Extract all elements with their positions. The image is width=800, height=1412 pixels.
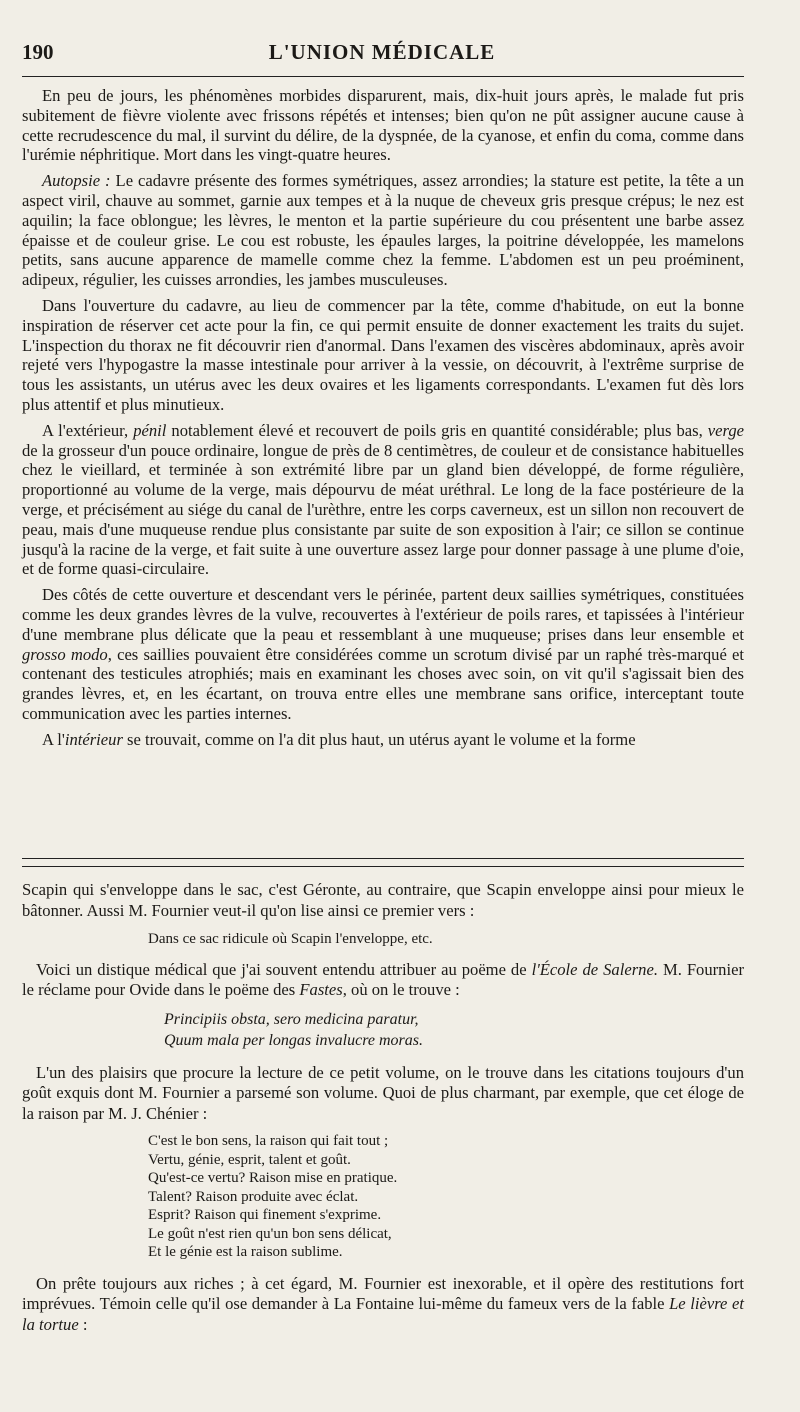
journal-page bbox=[18, 0, 788, 1412]
poem-line: Le goût n'est rien qu'un bon sens délicat, bbox=[148, 1225, 392, 1242]
italic-term: verge bbox=[707, 420, 744, 440]
verse-line: Principiis obsta, sero medicina paratur, bbox=[164, 1010, 419, 1028]
feuilleton-rule-top bbox=[22, 858, 744, 859]
page-header bbox=[22, 40, 742, 74]
quoted-verse: Dans ce sac ridicule où Scapin l'enveloppe, etc. bbox=[148, 931, 433, 947]
paragraph: Scapin qui s'enveloppe dans le sac, c'est Géronte, au contraire, que Scapin enveloppe ainsi pour mieux le bâtonner. Aussi M. Fournier veut-il qu'on lise ainsi ce premier vers : bbox=[22, 880, 744, 920]
text-run: M. Fournier le réclame pour Ovide dans le poëme des bbox=[22, 959, 744, 999]
poem-line: Qu'est-ce vertu? Raison mise en pratique. bbox=[148, 1170, 398, 1186]
paragraph: Dans l'ouverture du cadavre, au lieu de commencer par la tête, comme d'habitude, on eut la bonne inspiration de réserver cet acte pour la fin, ce qui permit ensuite de donner exactement les traits du sujet. L'inspection du thorax ne fit découvrir rien d'anormal. Dans l'examen des viscères abdominaux, après avoir rejeté vers l'hypogastre la masse intestinale pour arriver à la vessie, on découvrit, à l'extrême surprise de tous les assistants, un utérus avec les deux ovaires et les ligaments correspondants. L'examen fut dès lors plus attentif et plus minutieux. bbox=[22, 295, 744, 414]
paragraph-fontaine bbox=[22, 1274, 744, 1336]
poem-line: Et le génie est la raison sublime. bbox=[148, 1244, 343, 1260]
text-run: de la grosseur d'un pouce ordinaire, longue de près de 8 centimètres, de couleur et de consistance habituelles chez le vieillard, et terminée à son extrémité libre par un gland bien développé, de forme régulière, proportionné au volume de la verge, mais dépourvu de méat uréthral. Le long de la face postérieure de la verge, et précisément au siége du canal de l'urèthre, entre les corps caverneux, est un sillon non recouvert de peau, mais d'une muqueuse rendue plus consistante par suite de son exposition à l'air; ce sillon se continue jusqu'à la racine de la verge, et fait suite à une ouverture assez large pour donner passage à une plume d'oie, et de forme quasi-circulaire. bbox=[22, 440, 744, 579]
italic-title: Fastes bbox=[299, 980, 343, 999]
text-run: Voici un distique médical que j'ai souvent entendu attribuer au poëme de bbox=[36, 959, 532, 979]
paragraph: L'un des plaisirs que procure la lecture de ce petit volume, on le trouve dans les citations toujours d'un goût exquis dont M. Fournier a parsemé son volume. Quoi de plus charmant, par exemple, que cet éloge de la raison par M. J. Chénier : bbox=[22, 1062, 744, 1123]
text-run: A l' bbox=[42, 729, 65, 749]
italic-term: intérieur bbox=[64, 729, 123, 749]
poem-line: Vertu, génie, esprit, talent et goût. bbox=[148, 1151, 351, 1168]
poem-line: Esprit? Raison qui finement s'exprime. bbox=[148, 1207, 382, 1223]
page-number: 190 bbox=[22, 40, 54, 64]
text-run: notablement élevé et recouvert de poils gris en quantité considérable; plus bas, bbox=[166, 420, 708, 440]
poem-line: C'est le bon sens, la raison qui fait tout ; bbox=[148, 1133, 389, 1149]
text-run: On prête toujours aux riches ; à cet égard, M. Fournier est inexorable, et il opère des restitutions fort imprévues. Témoin celle qu'il ose demander à La Fontaine lui-même du fameux vers de la fable bbox=[22, 1273, 744, 1313]
chenier-poem bbox=[148, 1132, 744, 1262]
italic-term: pénil bbox=[133, 420, 167, 440]
paragraph-interieur bbox=[22, 730, 744, 750]
feuilleton-rule-bottom bbox=[22, 866, 744, 867]
paragraph-exterieur bbox=[22, 421, 744, 579]
main-article bbox=[22, 86, 744, 756]
latin-distich bbox=[164, 1009, 744, 1051]
paragraph-distique bbox=[22, 960, 744, 1001]
paragraph-saillies bbox=[22, 585, 744, 724]
text-run: , où on le trouve : bbox=[342, 980, 460, 999]
text-run: : bbox=[78, 1314, 88, 1334]
running-title: L'UNION MÉDICALE bbox=[268, 40, 496, 64]
autopsie-label: Autopsie : bbox=[42, 171, 111, 191]
poem-line: Talent? Raison produite avec éclat. bbox=[148, 1188, 359, 1205]
verse-line: Quum mala per longas invalucre moras. bbox=[164, 1031, 423, 1049]
feuilleton-section bbox=[22, 880, 744, 1343]
text-run: , ces saillies pouvaient être considérées comme un scrotum divisé par un raphé très-marqué et contenant des testicules atrophiés; mais en examinant les choses avec soin, on vit qu'il s'agissait bien des grandes lèvres, et, en les écartant, on trouva entre elles une membrane sans orifice, interceptant toute communication avec les parties internes. bbox=[22, 644, 745, 723]
italic-term: grosso modo bbox=[22, 644, 108, 664]
paragraph: En peu de jours, les phénomènes morbides disparurent, mais, dix-huit jours après, le malade fut pris subitement de fièvre violente avec frissons répétés et intenses; bien qu'on ne pût assigner aucune cause à cette recrudescence du mal, il survint du délire, de la dyspnée, de la cyanose, et enfin du coma, comme dans l'urémie néphritique. Mort dans les vingt-quatre heures. bbox=[22, 86, 744, 165]
header-rule bbox=[22, 76, 744, 77]
paragraph-autopsie bbox=[22, 171, 744, 290]
italic-title: l'École de Salerne. bbox=[531, 959, 658, 979]
text-run: A l'extérieur, bbox=[42, 420, 134, 440]
text-run: se trouvait, comme on l'a dit plus haut, un utérus ayant le volume et la forme bbox=[122, 729, 636, 749]
italic-title: Le lièvre et la tortue bbox=[22, 1294, 744, 1334]
text-run: Des côtés de cette ouverture et descendant vers le périnée, partent deux saillies symétriques, constituées comme les deux grandes lèvres de la vulve, recouvertes à l'extérieur de poils rares, et tapissées à l'intérieur d'une membrane plus délicate que la peau et ressemblant à une muqueuse; prises dans leur ensemble et bbox=[22, 585, 744, 644]
paragraph-text: Le cadavre présente des formes symétriques, assez arrondies; la stature est petite, la tête a un aspect viril, chauve au sommet, garnie aux tempes et à la nuque de cheveux gris presque crépus; le nez est aquilin; la face oblongue; les lèvres, le menton et la partie supérieure du cou présentent une barbe assez épaisse et de couleur grise. Le cou est robuste, les épaules larges, la poitrine développée, les mamelons petits, sans aucune apparence de mamelle comme chez la femme. L'abdomen est un peu proéminent, adipeux, régulier, les cuisses arrondies, les jambes musculeuses. bbox=[22, 171, 744, 290]
